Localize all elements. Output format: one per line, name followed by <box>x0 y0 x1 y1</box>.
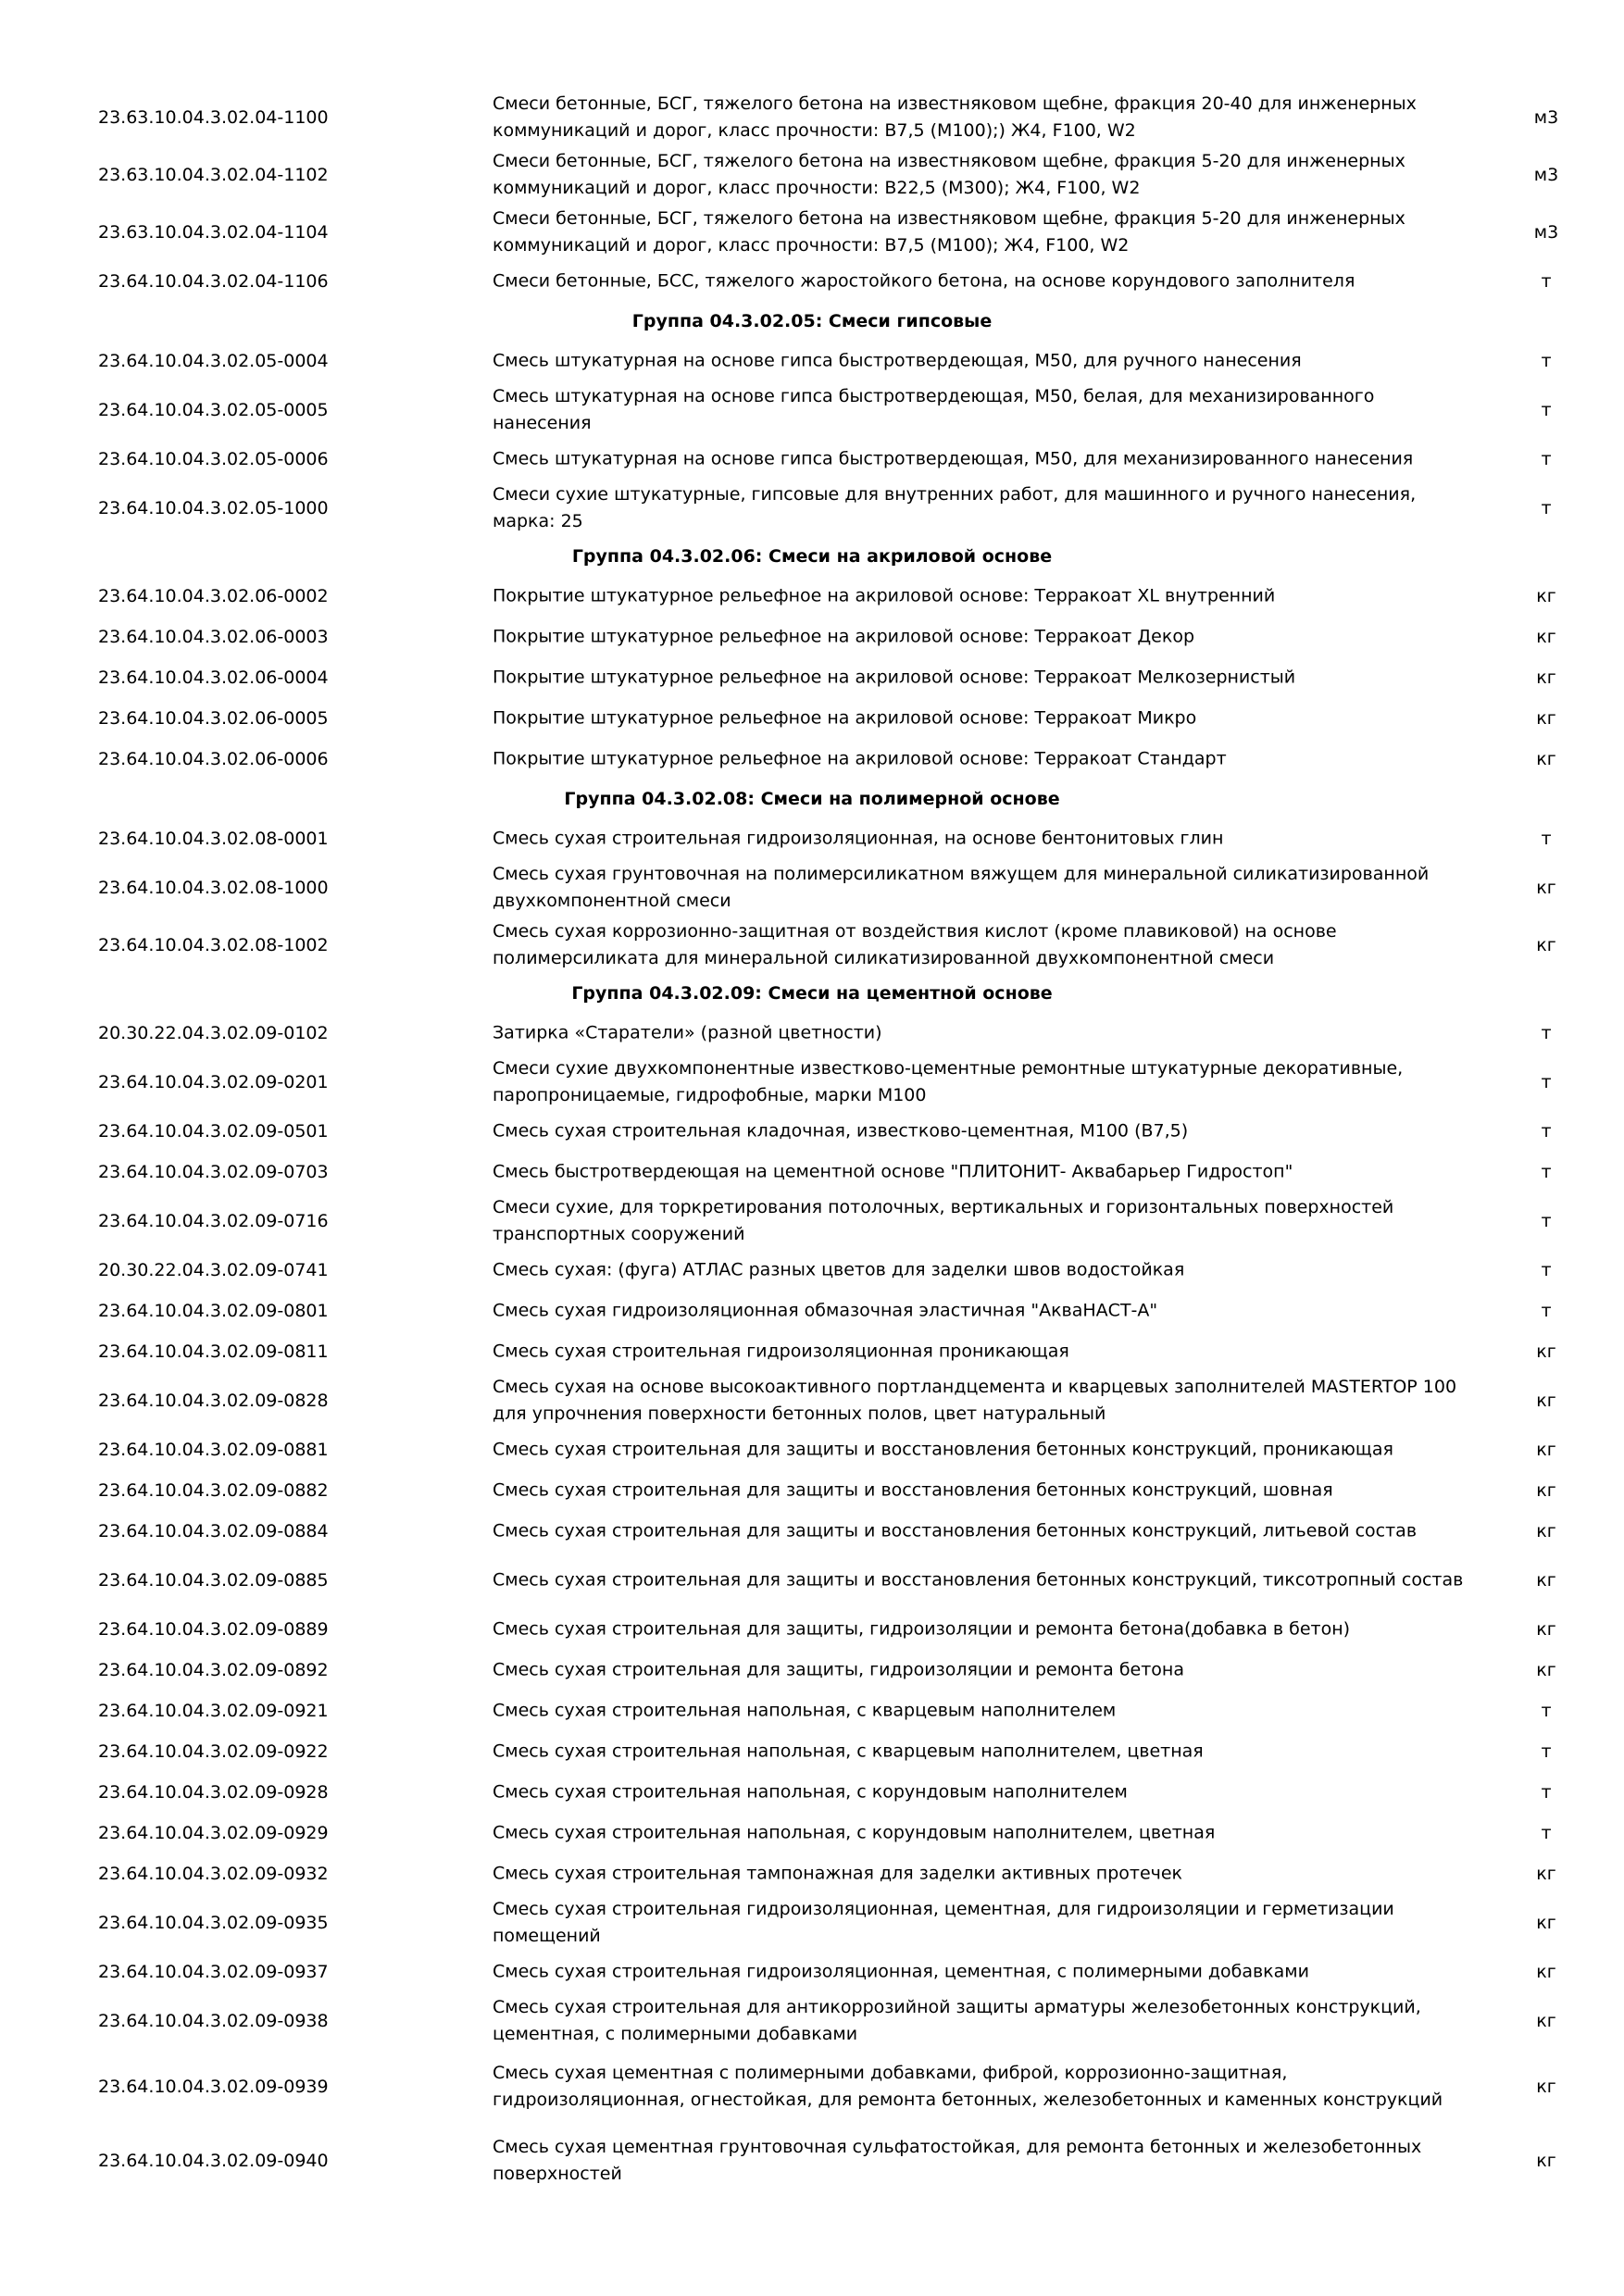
table-row <box>0 2050 1624 2124</box>
resource-code: 23.64.10.04.3.02.09-0201 <box>98 1072 329 1092</box>
resource-code: 23.64.10.04.3.02.09-0889 <box>98 1619 329 1640</box>
resource-code: 23.64.10.04.3.02.09-0928 <box>98 1782 329 1803</box>
table-row <box>0 1609 1624 1650</box>
resource-code: 23.64.10.04.3.02.09-0929 <box>98 1823 329 1843</box>
unit-of-measure: кг <box>1536 1619 1556 1640</box>
resource-code: 23.64.10.04.3.02.09-0828 <box>98 1391 329 1411</box>
table-row <box>0 1152 1624 1192</box>
resource-code: 23.64.10.04.3.02.09-0501 <box>98 1121 329 1142</box>
table-row <box>0 341 1624 381</box>
resource-code: 20.30.22.04.3.02.09-0741 <box>98 1260 329 1280</box>
unit-of-measure: кг <box>1536 1440 1556 1460</box>
unit-of-measure: т <box>1541 1072 1552 1092</box>
table-row <box>0 1250 1624 1291</box>
unit-of-measure: кг <box>1536 1480 1556 1501</box>
resource-code: 23.63.10.04.3.02.04-1104 <box>98 222 329 243</box>
table-row <box>0 1952 1624 1992</box>
unit-of-measure: кг <box>1536 1391 1556 1411</box>
table-row <box>0 1331 1624 1372</box>
resource-description: Смеси сухие штукатурные, гипсовые для внутренних работ, для машинного и ручного нанесения, марка: 25 <box>493 484 1417 531</box>
resource-description: Покрытие штукатурное рельефное на акриловой основе: Терракоат Микро <box>493 707 1197 729</box>
group-title: Группа 04.3.02.09: Смеси на цементной основе <box>571 983 1053 1004</box>
unit-of-measure: т <box>1541 1701 1552 1721</box>
resource-code: 23.64.10.04.3.02.05-0005 <box>98 400 329 420</box>
unit-of-measure: т <box>1541 498 1552 518</box>
resource-code: 20.30.22.04.3.02.09-0102 <box>98 1023 329 1043</box>
resource-description: Смесь сухая строительная гидроизоляционная, цементная, с полимерными добавками <box>493 1961 1309 1982</box>
resource-code: 23.64.10.04.3.02.06-0002 <box>98 586 329 606</box>
unit-of-measure: м3 <box>1533 107 1559 128</box>
resource-code: 23.64.10.04.3.02.09-0939 <box>98 2077 329 2097</box>
unit-of-measure: кг <box>1536 749 1556 769</box>
unit-of-measure: т <box>1541 271 1552 292</box>
unit-of-measure: т <box>1541 1023 1552 1043</box>
table-row <box>0 617 1624 657</box>
resource-description: Покрытие штукатурное рельефное на акриловой основе: Терракоат Стандарт <box>493 748 1227 769</box>
resource-description: Смесь сухая строительная для антикоррозийной защиты арматуры железобетонных конструкций, цементная, с полимерными добавками <box>493 1997 1421 2044</box>
table-row <box>0 1552 1624 1609</box>
resource-description: Смесь сухая цементная грунтовочная сульфатостойкая, для ремонта бетонных и железобетонных поверхностей <box>493 2137 1422 2184</box>
unit-of-measure: кг <box>1536 1341 1556 1362</box>
resource-description: Покрытие штукатурное рельефное на акриловой основе: Терракоат Мелкозернистый <box>493 667 1296 688</box>
resource-description: Покрытие штукатурное рельефное на акриловой основе: Терракоат Декор <box>493 626 1195 647</box>
table-row <box>0 1429 1624 1470</box>
resource-description: Смесь сухая строительная гидроизоляционная, цементная, для гидроизоляции и герметизации помещений <box>493 1899 1394 1946</box>
table-row <box>0 1511 1624 1552</box>
resource-description: Смесь сухая строительная гидроизоляционная проникающая <box>493 1341 1069 1362</box>
resource-code: 23.64.10.04.3.02.08-0001 <box>98 829 329 849</box>
table-row <box>0 1691 1624 1731</box>
table-row <box>0 89 1624 146</box>
unit-of-measure: кг <box>1536 668 1556 688</box>
unit-of-measure: кг <box>1536 1660 1556 1680</box>
resource-description: Смесь сухая гидроизоляционная обмазочная эластичная "АкваНАСТ-А" <box>493 1300 1158 1321</box>
resource-description: Смесь сухая строительная для защиты и восстановления бетонных конструкций, проникающая <box>493 1439 1393 1460</box>
unit-of-measure: т <box>1541 400 1552 420</box>
unit-of-measure: кг <box>1536 586 1556 606</box>
unit-of-measure: т <box>1541 1211 1552 1231</box>
price-table <box>0 89 1624 2198</box>
unit-of-measure: т <box>1541 1741 1552 1762</box>
unit-of-measure: т <box>1541 1162 1552 1182</box>
resource-code: 23.64.10.04.3.02.08-1002 <box>98 935 329 955</box>
unit-of-measure: кг <box>1536 2077 1556 2097</box>
table-row <box>0 1013 1624 1054</box>
resource-description: Смесь быстротвердеющая на цементной основе "ПЛИТОНИТ- Аквабарьер Гидростоп" <box>493 1161 1293 1182</box>
resource-description: Смесь сухая строительная напольная, с кварцевым наполнителем <box>493 1700 1117 1721</box>
resource-code: 23.64.10.04.3.02.09-0703 <box>98 1162 329 1182</box>
group-title: Группа 04.3.02.08: Смеси на полимерной основе <box>564 789 1060 809</box>
unit-of-measure: кг <box>1536 878 1556 898</box>
table-row <box>0 1470 1624 1511</box>
table-row <box>0 1054 1624 1111</box>
resource-code: 23.64.10.04.3.02.09-0885 <box>98 1570 329 1591</box>
resource-code: 23.64.10.04.3.02.08-1000 <box>98 878 329 898</box>
group-heading <box>0 974 1624 1013</box>
resource-description: Смесь штукатурная на основе гипса быстротвердеющая, М50, для ручного нанесения <box>493 350 1302 371</box>
unit-of-measure: кг <box>1536 2151 1556 2171</box>
resource-code: 23.64.10.04.3.02.06-0005 <box>98 708 329 729</box>
resource-code: 23.64.10.04.3.02.09-0881 <box>98 1440 329 1460</box>
resource-code: 23.64.10.04.3.02.06-0003 <box>98 627 329 647</box>
resource-description: Смесь сухая строительная для защиты, гидроизоляции и ремонта бетона(добавка в бетон) <box>493 1618 1351 1640</box>
table-row <box>0 146 1624 204</box>
unit-of-measure: кг <box>1536 708 1556 729</box>
resource-code: 23.64.10.04.3.02.09-0882 <box>98 1480 329 1501</box>
resource-code: 23.64.10.04.3.02.09-0938 <box>98 2011 329 2031</box>
unit-of-measure: т <box>1541 829 1552 849</box>
resource-description: Смесь сухая на основе высокоактивного портландцемента и кварцевых заполнителей MASTERTOP 100 для упрочнения поверхности бетонных полов, цвет натуральный <box>493 1377 1457 1424</box>
resource-description: Смесь сухая строительная для защиты и восстановления бетонных конструкций, тиксотропный состав <box>493 1569 1464 1591</box>
unit-of-measure: т <box>1541 449 1552 469</box>
table-row <box>0 818 1624 859</box>
resource-description: Смесь сухая строительная для защиты и восстановления бетонных конструкций, шовная <box>493 1479 1333 1501</box>
resource-description: Смесь сухая строительная напольная, с кварцевым наполнителем, цветная <box>493 1741 1204 1762</box>
resource-code: 23.63.10.04.3.02.04-1100 <box>98 107 329 128</box>
table-row <box>0 917 1624 974</box>
group-heading <box>0 537 1624 576</box>
unit-of-measure: т <box>1541 1301 1552 1321</box>
table-row <box>0 480 1624 537</box>
resource-description: Смесь сухая строительная гидроизоляционная, на основе бентонитовых глин <box>493 828 1224 849</box>
unit-of-measure: кг <box>1536 1913 1556 1933</box>
resource-description: Смесь сухая строительная для защиты и восстановления бетонных конструкций, литьевой состав <box>493 1520 1418 1541</box>
resource-code: 23.64.10.04.3.02.09-0921 <box>98 1701 329 1721</box>
resource-description: Смесь сухая строительная кладочная, известково-цементная, М100 (В7,5) <box>493 1120 1189 1142</box>
resource-description: Смесь штукатурная на основе гипса быстротвердеющая, М50, для механизированного нанесения <box>493 448 1414 469</box>
resource-code: 23.64.10.04.3.02.09-0937 <box>98 1962 329 1982</box>
resource-code: 23.64.10.04.3.02.09-0892 <box>98 1660 329 1680</box>
resource-code: 23.63.10.04.3.02.04-1102 <box>98 165 329 185</box>
unit-of-measure: т <box>1541 1260 1552 1280</box>
resource-description: Смесь штукатурная на основе гипса быстротвердеющая, М50, белая, для механизированного нанесения <box>493 386 1375 433</box>
unit-of-measure: кг <box>1536 1570 1556 1591</box>
table-row <box>0 439 1624 480</box>
unit-of-measure: кг <box>1536 1521 1556 1541</box>
resource-code: 23.64.10.04.3.02.09-0811 <box>98 1341 329 1362</box>
resource-code: 23.64.10.04.3.02.05-0004 <box>98 351 329 371</box>
table-row <box>0 859 1624 917</box>
table-row <box>0 1772 1624 1813</box>
resource-description: Затирка «Старатели» (разной цветности) <box>493 1022 882 1043</box>
table-row <box>0 381 1624 439</box>
table-row <box>0 1111 1624 1152</box>
table-row <box>0 1192 1624 1250</box>
table-row <box>0 576 1624 617</box>
unit-of-measure: т <box>1541 1782 1552 1803</box>
table-row <box>0 1813 1624 1853</box>
unit-of-measure: кг <box>1536 1864 1556 1884</box>
table-row <box>0 204 1624 261</box>
resource-description: Смесь сухая грунтовочная на полимерсиликатном вяжущем для минеральной силикатизированной двухкомпонентной смеси <box>493 864 1430 911</box>
group-heading <box>0 780 1624 818</box>
resource-code: 23.64.10.04.3.02.06-0006 <box>98 749 329 769</box>
resource-description: Смеси сухие, для торкретирования потолочных, вертикальных и горизонтальных поверхностей транспортных сооружений <box>493 1197 1394 1244</box>
resource-description: Смеси сухие двухкомпонентные известково-цементные ремонтные штукатурные декоративные, паропроницаемые, гидрофобные, марки М100 <box>493 1058 1404 1105</box>
resource-description: Смеси бетонные, БСГ, тяжелого бетона на известняковом щебне, фракция 20-40 для инженерных коммуникаций и дорог, класс прочности: В7,5 (М100);) Ж4, F100, W2 <box>493 94 1417 141</box>
resource-code: 23.64.10.04.3.02.09-0935 <box>98 1913 329 1933</box>
resource-code: 23.64.10.04.3.02.05-0006 <box>98 449 329 469</box>
unit-of-measure: м3 <box>1533 222 1559 243</box>
resource-code: 23.64.10.04.3.02.06-0004 <box>98 668 329 688</box>
resource-code: 23.64.10.04.3.02.09-0884 <box>98 1521 329 1541</box>
unit-of-measure: м3 <box>1533 165 1559 185</box>
resource-description: Смесь сухая: (фуга) АТЛАС разных цветов для заделки швов водостойкая <box>493 1259 1185 1280</box>
resource-description: Смеси бетонные, БСГ, тяжелого бетона на известняковом щебне, фракция 5-20 для инженерных коммуникаций и дорог, класс прочности: В7,5 (М100); Ж4, F100, W2 <box>493 208 1405 256</box>
resource-description: Смеси бетонные, БСГ, тяжелого бетона на известняковом щебне, фракция 5-20 для инженерных коммуникаций и дорог, класс прочности: В22,5 (М300); Ж4, F100, W2 <box>493 151 1405 198</box>
resource-description: Смесь сухая строительная для защиты, гидроизоляции и ремонта бетона <box>493 1659 1184 1680</box>
unit-of-measure: кг <box>1536 627 1556 647</box>
resource-code: 23.64.10.04.3.02.05-1000 <box>98 498 329 518</box>
resource-description: Смеси бетонные, БСС, тяжелого жаростойкого бетона, на основе корундового заполнителя <box>493 270 1355 292</box>
table-row <box>0 739 1624 780</box>
resource-code: 23.64.10.04.3.02.09-0801 <box>98 1301 329 1321</box>
table-row <box>0 1992 1624 2050</box>
table-row <box>0 1894 1624 1952</box>
unit-of-measure: т <box>1541 1823 1552 1843</box>
group-title: Группа 04.3.02.05: Смеси гипсовые <box>631 311 993 331</box>
group-heading <box>0 302 1624 341</box>
table-row <box>0 698 1624 739</box>
unit-of-measure: кг <box>1536 935 1556 955</box>
table-row <box>0 2124 1624 2198</box>
resource-code: 23.64.10.04.3.02.09-0716 <box>98 1211 329 1231</box>
table-row <box>0 1650 1624 1691</box>
table-row <box>0 1731 1624 1772</box>
resource-code: 23.64.10.04.3.02.04-1106 <box>98 271 329 292</box>
resource-description: Смесь сухая коррозионно-защитная от воздействия кислот (кроме плавиковой) на основе полимерсиликата для минеральной силикатизированной двухкомпонентной смеси <box>493 921 1337 968</box>
resource-code: 23.64.10.04.3.02.09-0922 <box>98 1741 329 1762</box>
resource-description: Смесь сухая строительная тампонажная для заделки активных протечек <box>493 1863 1183 1884</box>
table-row <box>0 1853 1624 1894</box>
resource-code: 23.64.10.04.3.02.09-0940 <box>98 2151 329 2171</box>
resource-description: Смесь сухая строительная напольная, с корундовым наполнителем, цветная <box>493 1822 1216 1843</box>
group-title: Группа 04.3.02.06: Смеси на акриловой основе <box>571 546 1053 567</box>
unit-of-measure: кг <box>1536 1962 1556 1982</box>
resource-description: Смесь сухая строительная напольная, с корундовым наполнителем <box>493 1781 1128 1803</box>
resource-description: Покрытие штукатурное рельефное на акриловой основе: Терракоат XL внутренний <box>493 585 1276 606</box>
unit-of-measure: т <box>1541 351 1552 371</box>
unit-of-measure: кг <box>1536 2011 1556 2031</box>
unit-of-measure: т <box>1541 1121 1552 1142</box>
table-row <box>0 1372 1624 1429</box>
resource-code: 23.64.10.04.3.02.09-0932 <box>98 1864 329 1884</box>
table-row <box>0 261 1624 302</box>
table-row <box>0 1291 1624 1331</box>
resource-description: Смесь сухая цементная с полимерными добавками, фиброй, коррозионно-защитная, гидроизоляционная, огнестойкая, для ремонта бетонных, железобетонных и каменных конструкций <box>493 2063 1443 2110</box>
table-row <box>0 657 1624 698</box>
